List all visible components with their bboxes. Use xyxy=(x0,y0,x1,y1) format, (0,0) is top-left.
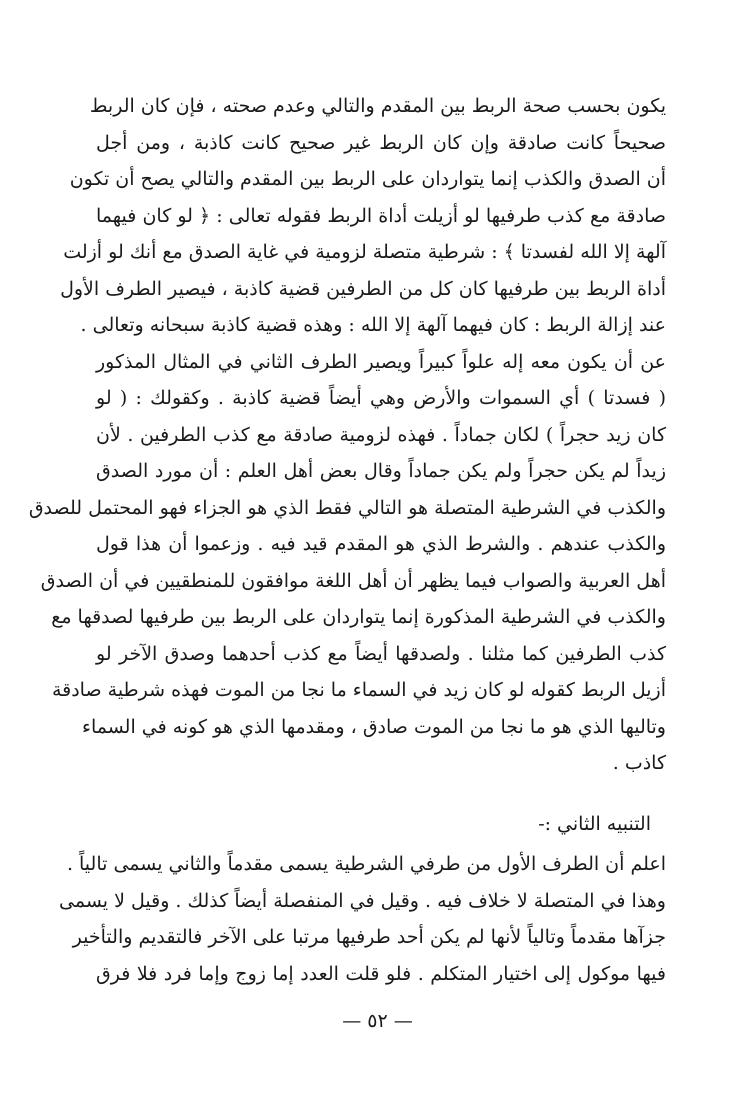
text-line: جزآها مقدماً وتالياً لأنها لم يكن أحد طرفيها مرتبا على الآخر فالتقديم والتأخير xyxy=(72,926,666,948)
page-number: — ٥٢ — xyxy=(342,1010,413,1032)
text-line: أداة الربط بين طرفيها كان كل من الطرفين قضية كاذبة ، فيصير الطرف الأول xyxy=(60,277,666,300)
text-line: يكون بحسب صحة الربط بين المقدم والتالي وعدم صحته ، فإن كان الربط xyxy=(89,95,666,117)
text-line: كاذب . xyxy=(612,752,666,774)
text-line: اعلم أن الطرف الأول من طرفي الشرطية يسمى مقدماً والثاني يسمى تالياً . xyxy=(66,853,666,875)
text-line: صادقة مع كذب طرفيها لو أزيلت أداة الربط فقوله تعالى : ﴿ لو كان فيهما xyxy=(96,204,666,227)
paragraph-second xyxy=(59,846,666,992)
text-line: أهل العربية والصواب فيما يظهر أن أهل اللغة موافقون للمنطقيين في أن الصدق xyxy=(40,569,666,592)
text-line: عن أن يكون معه إله علواً كبيراً ويصير الطرف الثاني في المثال المذكور xyxy=(96,350,666,373)
text-line: والكذب عندهم . والشرط الذي هو المقدم قيد فيه . وزعموا أن هذا قول xyxy=(96,533,666,555)
text-line: آلهة إلا الله لفسدتا ﴾ : شرطية متصلة لزومية في غاية الصدق مع أنك لو أزلت xyxy=(63,241,666,263)
text-line: أزيل الربط كقوله لو كان زيد في السماء ما نجا من الموت فهذه شرطية صادقة xyxy=(51,679,666,701)
text-line: والكذب في الشرطية المذكورة إنما يتواردان على الربط بين طرفيها لصدقها مع xyxy=(51,606,666,628)
text-line: والكذب في الشرطية المتصلة هو التالي فقط الذي هو الجزاء فهو المحتمل للصدق xyxy=(28,496,666,519)
text-line: زيداً لم يكن حجراً ولم يكن جماداً وقال بعض أهل العلم : أن مورد الصدق xyxy=(96,460,666,482)
text-line: كذب الطرفين كما مثلنا . ولصدقها أيضاً مع كذب أحدهما وصدق الآخر لو xyxy=(96,642,666,665)
section-heading: التنبيه الثاني :- xyxy=(538,813,651,835)
paragraph-main xyxy=(28,88,666,782)
text-line: وتاليها الذي هو ما نجا من الموت صادق ، ومقدمها الذي هو كونه في السماء xyxy=(82,715,666,738)
text-line: وهذا في المتصلة لا خلاف فيه . وقيل في المنفصلة أيضاً كذلك . وقيل لا يسمى xyxy=(59,889,666,912)
text-line: صحيحاً كانت صادقة وإن كان الربط غير صحيح كانت كاذبة ، ومن أجل xyxy=(96,131,666,154)
text-line: عند إزالة الربط : كان فيهما آلهة إلا الله : وهذه قضية كاذبة سبحانه وتعالى . xyxy=(80,314,666,336)
text-line: ( فسدتا ) أي السموات والأرض وهي أيضاً قضية كاذبة . وكقولك : ( لو xyxy=(96,387,666,409)
text-line: أن الصدق والكذب إنما يتواردان على الربط بين المقدم والتالي يصح أن تكون xyxy=(69,168,666,190)
text-line: فيها موكول إلى اختيار المتكلم . فلو قلت العدد إما زوج وإما فرد فلا فرق xyxy=(96,962,666,985)
text-line: كان زيد حجراً ) لكان جماداً . فهذه لزومية صادقة مع كذب الطرفين . لأن xyxy=(96,423,666,446)
